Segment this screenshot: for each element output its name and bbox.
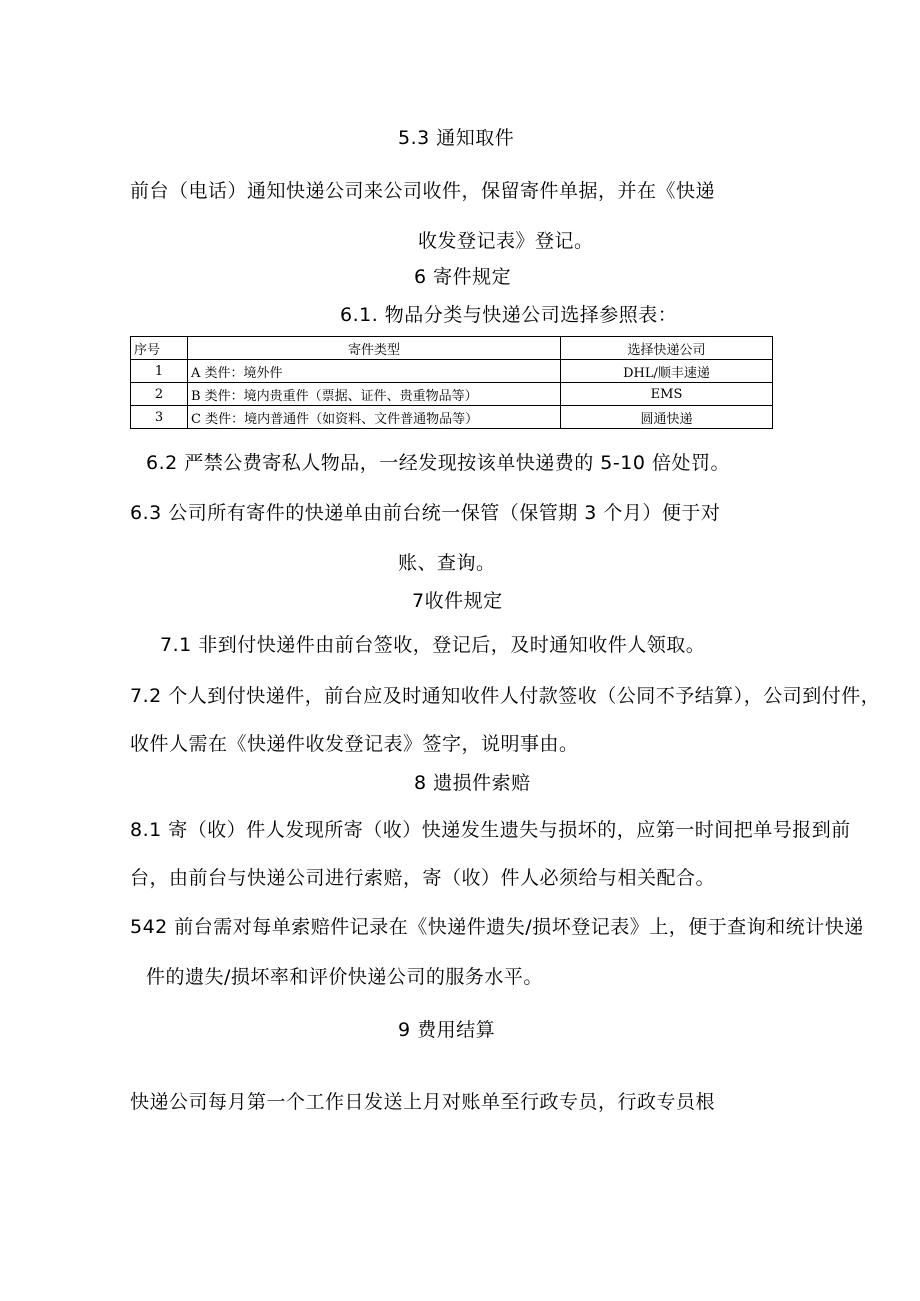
- section-5-3-paragraph-line-2: 收发登记表》登记。: [418, 230, 594, 252]
- section-6-3-paragraph-line-2: 账、查询。: [398, 552, 496, 574]
- section-7-2-paragraph-line-2: 收件人需在《快递件收发登记表》签字，说明事由。: [130, 733, 579, 755]
- table-cell: EMS: [561, 383, 773, 406]
- table-header-cell: 寄件类型: [188, 337, 561, 360]
- table-row: [131, 406, 773, 429]
- section-6-heading: 6 寄件规定: [414, 266, 512, 288]
- courier-selection-table: [130, 336, 773, 429]
- table-cell: 2: [131, 383, 188, 406]
- section-7-1-paragraph: 7.1 非到付快递件由前台签收，登记后，及时通知收件人领取。: [160, 634, 706, 656]
- table-header-cell: 选择快递公司: [561, 337, 773, 360]
- section-8-heading: 8 遗损件索赔: [414, 772, 531, 794]
- table-cell: A 类件：境外件: [188, 360, 561, 383]
- table-cell: C 类件：境内普通件（如资料、文件普通物品等）: [188, 406, 561, 429]
- section-6-3-paragraph-line-1: 6.3 公司所有寄件的快递单由前台统一保管（保管期 3 个月）便于对: [130, 502, 721, 524]
- table-cell: 圆通快递: [561, 406, 773, 429]
- section-542-paragraph-line-2: 件的遗失/损坏率和评价快递公司的服务水平。: [146, 966, 543, 988]
- table-header-cell: 序号: [131, 337, 188, 360]
- section-9-heading: 9 费用结算: [398, 1019, 496, 1041]
- table-row: [131, 360, 773, 383]
- table-cell: B 类件：境内贵重件（票据、证件、贵重物品等）: [188, 383, 561, 406]
- section-5-3-paragraph-line-1: 前台（电话）通知快递公司来公司收件，保留寄件单据，并在《快递: [130, 180, 716, 202]
- table-cell: DHL/顺丰速递: [561, 360, 773, 383]
- section-6-2-paragraph: 6.2 严禁公费寄私人物品，一经发现按该单快递费的 5-10 倍处罚。: [146, 452, 730, 474]
- section-8-1-paragraph-line-1: 8.1 寄（收）件人发现所寄（收）快递发生遗失与损坏的，应第一时间把单号报到前: [130, 819, 851, 841]
- section-542-paragraph-line-1: 542 前台需对每单索赔件记录在《快递件遗失/损坏登记表》上，便于查询和统计快递: [130, 916, 864, 938]
- table-row: [131, 383, 773, 406]
- table-cell: 1: [131, 360, 188, 383]
- table-header-row: [131, 337, 773, 360]
- table-cell: 3: [131, 406, 188, 429]
- section-7-2-paragraph-line-1: 7.2 个人到付快递件，前台应及时通知收件人付款签收（公同不予结算），公司到付件，: [130, 685, 881, 707]
- section-8-1-paragraph-line-2: 台，由前台与快递公司进行索赔，寄（收）件人必须给与相关配合。: [130, 867, 716, 889]
- section-6-1-heading: 6.1. 物品分类与快递公司选择参照表：: [340, 304, 678, 326]
- section-9-paragraph-line-1: 快递公司每月第一个工作日发送上月对账单至行政专员，行政专员根: [130, 1091, 716, 1113]
- section-5-3-heading: 5.3 通知取件: [398, 127, 515, 149]
- section-7-heading: 7收件规定: [412, 590, 503, 612]
